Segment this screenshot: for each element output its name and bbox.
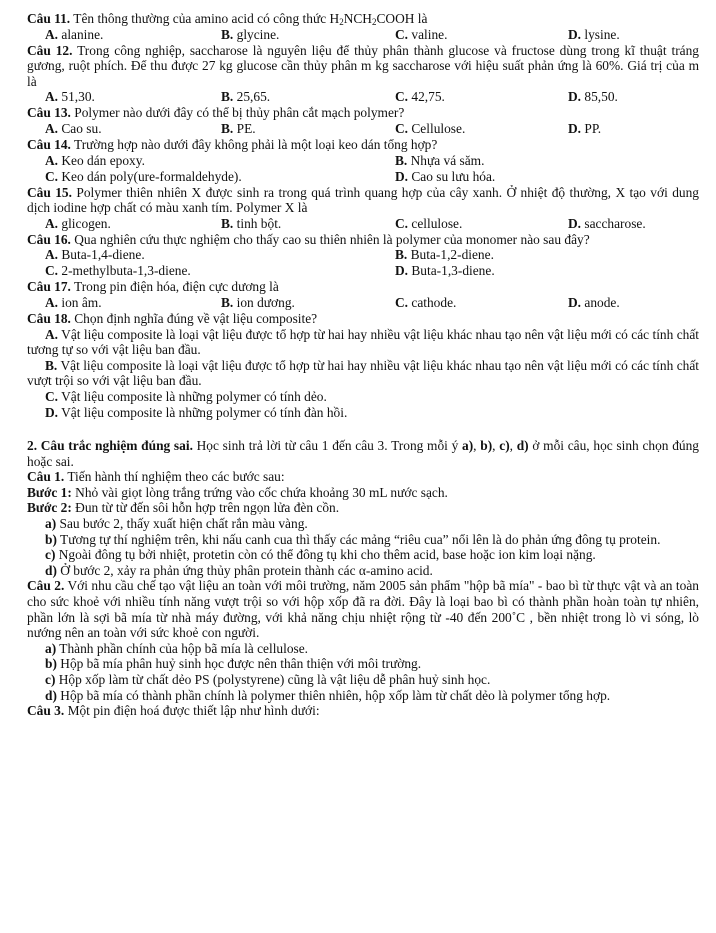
statement-a[interactable]: a) Thành phần chính của hộp bã mía là cellulose. [45,640,309,656]
question-17: Câu 17. Trong pin điện hóa, điện cực dương là [27,279,279,295]
option-b[interactable]: B. Vật liệu composite là loại vật liệu được tổ hợp từ hai hay nhiều vật liệu khác nhau tạo nên vật liệu mới có các tính chất vượt trội so với vật liệu ban đầu. [27,357,699,389]
statement-c[interactable]: c) Ngoài đông tụ bởi nhiệt, protetin còn có thể đông tụ khi cho thêm acid, base hoặc ion kim loại nặng. [45,547,596,563]
option-d[interactable]: D. Cao su lưu hóa. [395,168,496,184]
option-b[interactable]: B. tinh bột. [221,215,282,231]
options-row [27,247,699,263]
option-d[interactable]: D. Vật liệu composite là những polymer có tính đàn hồi. [45,404,348,420]
options-row [27,89,699,105]
part2-heading: 2. Câu trắc nghiệm đúng sai. [27,438,193,454]
option-d[interactable]: D. PP. [568,120,602,136]
option-c[interactable]: C. 2-methylbuta-1,3-diene. [45,263,191,279]
option-a[interactable]: A. Cao su. [45,120,102,136]
option-b[interactable]: B. PE. [221,120,256,136]
statement-b[interactable]: b) Tương tự thí nghiệm trên, khi nấu canh cua thì thấy các mảng “riêu cua” nổi lên là do phản ứng đông tụ protein. [45,531,661,547]
option-d[interactable]: D. Buta-1,3-diene. [395,263,495,279]
option-b[interactable]: B. 25,65. [221,89,271,105]
step-2: Bước 2: Đun từ từ đến sôi hỗn hợp trên ngọn lửa đèn cồn. [27,500,340,516]
option-a[interactable]: A. alanine. [45,26,104,42]
option-c[interactable]: C. 42,75. [395,89,445,105]
options-row [27,295,699,311]
option-c[interactable]: C. valine. [395,26,448,42]
option-c[interactable]: C. Keo dán poly(ure-formaldehyde). [45,168,242,184]
option-a[interactable]: A. Vật liệu composite là loại vật liệu được tổ hợp từ hai hay nhiều vật liệu khác nhau tạo nên vật liệu mới có các tính chất tương tự so với vật liệu ban đầu. [27,326,699,358]
exam-page [27,11,699,719]
option-a[interactable]: A. Keo dán epoxy. [45,152,145,168]
option-a[interactable]: A. ion âm. [45,294,102,310]
option-c[interactable]: C. cathode. [395,294,457,310]
option-a[interactable]: A. glicogen. [45,215,111,231]
option-d[interactable]: D. lysine. [568,26,620,42]
option-a[interactable]: A. 51,30. [45,89,95,105]
statement-d[interactable]: d) Hộp bã mía có thành phần chính là polymer thiên nhiên, hộp xốp làm từ chất dẻo là polymer tổng hợp. [45,687,611,703]
tf-question-3: Câu 3. Một pin điện hoá được thiết lập như hình dưới: [27,703,320,719]
statement-d[interactable]: d) Ở bước 2, xảy ra phản ứng thủy phân protein thành các α-amino acid. [45,562,433,578]
options-row [27,121,699,137]
question-11: Câu 11. Tên thông thường của amino acid có công thức $H_2NCH_2COOH$ là [27,11,428,27]
option-c[interactable]: C. cellulose. [395,215,463,231]
question-13: Câu 13. Polymer nào dưới đây có thể bị thủy phân cắt mạch polymer? [27,105,405,121]
options-row [27,216,699,232]
question-12: Câu 12. Trong công nghiệp, saccharose là nguyên liệu để thủy phân thành glucose và fructose dùng trong kĩ thuật tráng gương, ruột phích. Để thu được 27 kg glucose cần thủy phân m kg saccharose với hiệu suất phản ứng là 60%. Giá trị của m là [27,42,699,89]
step-1: Bước 1: Nhỏ vài giọt lòng trắng trứng vào cốc chứa khoảng 30 mL nước sạch. [27,484,448,500]
options-row [27,263,699,279]
question-15: Câu 15. Polymer thiên nhiên X được sinh ra trong quá trình quang hợp của cây xanh. Ở nhiệt độ thường, X tạo với dung dịch iodine hợp chất có màu xanh tím. Polymer X là [27,184,699,216]
option-c[interactable]: C. Vật liệu composite là những polymer có tính dẻo. [45,388,327,404]
part2-intro: 2. Câu trắc nghiệm đúng sai. Học sinh trả lời từ câu 1 đến câu 3. Trong mỗi ý a), b), c), d) ở mỗi câu, học sinh chọn đúng hoặc sai. [27,438,699,469]
statement-b[interactable]: b) Hộp bã mía phân huỷ sinh học được nên thân thiện với môi trường. [45,656,422,672]
section-gap [27,420,699,438]
tf-question-1: Câu 1. Tiến hành thí nghiệm theo các bước sau: [27,469,285,485]
options-row [27,169,699,185]
option-b[interactable]: B. ion dương. [221,294,295,310]
option-d[interactable]: D. anode. [568,294,620,310]
option-c[interactable]: C. Cellulose. [395,120,466,136]
option-b[interactable]: B. glycine. [221,26,280,42]
option-a[interactable]: A. Buta-1,4-diene. [45,247,145,263]
options-row [27,153,699,169]
options-row [27,27,699,43]
option-d[interactable]: D. 85,50. [568,89,618,105]
option-b[interactable]: B. Nhựa vá săm. [395,152,485,168]
option-b[interactable]: B. Buta-1,2-diene. [395,247,494,263]
statement-c[interactable]: c) Hộp xốp làm từ chất dẻo PS (polystyrene) cũng là vật liệu dễ phân huỷ sinh học. [45,672,491,687]
question-16: Câu 16. Qua nghiên cứu thực nghiệm cho thấy cao su thiên nhiên là polymer của monomer nào sau đây? [27,231,590,247]
question-14: Câu 14. Trường hợp nào dưới đây không phải là một loại keo dán tổng hợp? [27,136,438,152]
statement-a[interactable]: a) Sau bước 2, thấy xuất hiện chất rắn màu vàng. [45,516,308,532]
question-label: Câu 11. [27,11,71,26]
tf-question-2: Câu 2. Với nhu cầu chế tạo vật liệu an toàn với môi trường, năm 2005 sản phẩm "hộp bã mía" - bao bì từ thực vật và an toàn cho sức khoẻ với nhiều tính năng vượt trội so với hộp xốp đã ra đời. Đây là loại bao bì có thành phần hoàn toàn tự nhiên, phần lớn là sợi bã mía từ nhà máy đường, với khả năng chịu nhiệt rộng từ -40 đến 200˚C , bền nhiệt trong lò vi sóng, lò nướng nên an toàn với sức khoẻ con người. [27,578,699,641]
option-d[interactable]: D. saccharose. [568,215,646,231]
question-18: Câu 18. Chọn định nghĩa đúng về vật liệu composite? [27,310,318,326]
